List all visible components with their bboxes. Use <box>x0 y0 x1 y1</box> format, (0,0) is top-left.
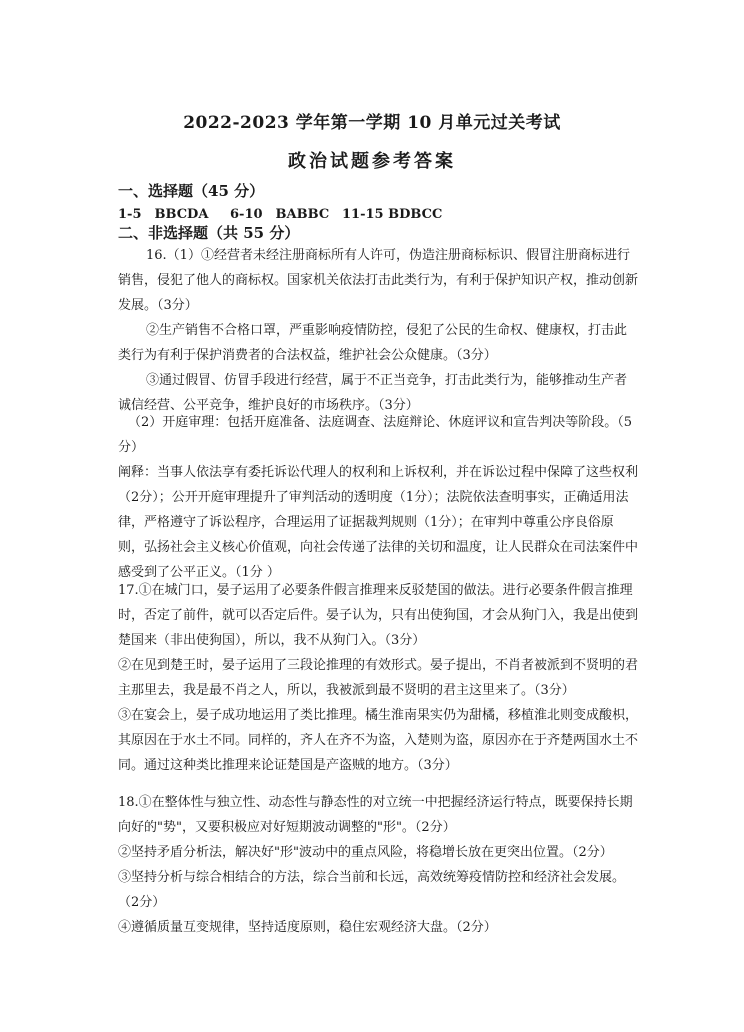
q17-answer-2: ②在见到楚王时，晏子运用了三段论推理的有效形式。晏子提出，不肖者被派到不贤明的君主那里去，我是最不肖之人，所以，我被派到最不贤明的君主这里来了。（3分） <box>118 658 639 698</box>
exam-title: 2022-2023 学年第一学期 10 月单元过关考试 <box>183 113 561 133</box>
q18-answer-4: ④遵循质量互变规律，坚持适度原则，稳住宏观经济大盘。（2分） <box>118 920 497 935</box>
q16-answer-5: 阐释：当事人依法享有委托诉讼代理人的权利和上诉权利，并在诉讼过程中保障了这些权利（2分）；公开开庭审理提升了审判活动的透明度（1分）；法院依法查明事实，正确适用法律，严格遵守了诉讼程序，合理运用了证据裁判规则（1分）；在审判中尊重公序良俗原则，弘扬社会主义核心价值观，向社会传递了法律的关切和温度，让人民群众在司法案件中感受到了公平正义。（1分 ） <box>118 465 639 580</box>
answers-1-5: 1-5 BBCDA <box>118 207 209 222</box>
answers-11-15: 11-15 BDBCC <box>342 207 443 222</box>
question-17 <box>118 578 638 778</box>
answer-key-title: 政治试题参考答案 <box>288 151 456 172</box>
section-nonchoice-heading: 二、非选择题（共 55 分） <box>118 224 300 242</box>
question-16-part2 <box>118 410 638 585</box>
q17-answer-1: 17.①在城门口，晏子运用了必要条件假言推理来反驳楚国的做法。进行必要条件假言推理时，否定了前件，就可以否定后件。晏子认为，只有出使狗国，才会从狗门入，我是出使到楚国来（非出使狗国），所以，我不从狗门入。（3分） <box>118 583 639 648</box>
q16-answer-4: （2）开庭审理：包括开庭准备、法庭调查、法庭辩论、休庭评议和宣告判决等阶段。（5分） <box>118 415 633 455</box>
question-16-part1 <box>118 243 638 418</box>
choice-answers <box>118 203 442 222</box>
q18-answer-1: 18.①在整体性与独立性、动态性与静态性的对立统一中把握经济运行特点，既要保持长期向好的"势"，又要积极应对好短期波动调整的"形"。（2分） <box>118 795 633 835</box>
q16-answer-1: 16.（1）①经营者未经注册商标所有人许可，伪造注册商标标识、假冒注册商标进行销售，侵犯了他人的商标权。国家机关依法打击此类行为，有利于保护知识产权，推动创新发展。（3分） <box>118 248 639 313</box>
question-18 <box>118 790 638 940</box>
section-choice-heading: 一、选择题（45 分） <box>118 182 265 200</box>
q16-answer-2: ②生产销售不合格口罩，严重影响疫情防控，侵犯了公民的生命权、健康权，打击此类行为有利于保护消费者的合法权益，维护社会公众健康。（3分） <box>118 323 628 363</box>
answers-6-10: 6-10 BABBC <box>230 207 330 222</box>
q17-answer-3: ③在宴会上，晏子成功地运用了类比推理。橘生淮南果实仍为甜橘，移植淮北则变成酸枳，其原因在于水土不同。同样的，齐人在齐不为盗，入楚则为盗，原因亦在于齐楚两国水土不同。通过这种类比推理来论证楚国是产盗贼的地方。（3分） <box>118 708 639 773</box>
q18-answer-3: ③坚持分析与综合相结合的方法，综合当前和长远，高效统筹疫情防控和经济社会发展。（2分） <box>118 870 626 910</box>
q18-answer-2: ②坚持矛盾分析法，解决好"形"波动中的重点风险，将稳增长放在更突出位置。（2分） <box>118 845 613 860</box>
q16-answer-3: ③通过假冒、仿冒手段进行经营，属于不正当竞争，打击此类行为，能够推动生产者诚信经营、公平竞争，维护良好的市场秩序。（3分） <box>118 373 628 413</box>
